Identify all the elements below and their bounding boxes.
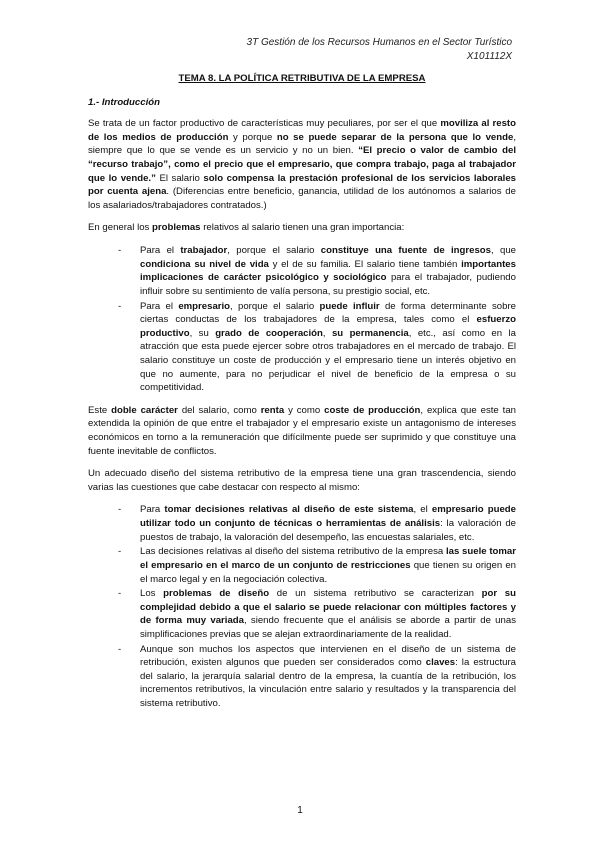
bold-text: condiciona su nivel de vida bbox=[140, 258, 269, 270]
page-number: 1 bbox=[297, 804, 303, 816]
text-run: y porque bbox=[228, 131, 277, 143]
bold-text: esfuerzo productivo bbox=[140, 314, 516, 339]
bold-text: renta bbox=[260, 404, 285, 416]
bold-text: las suele tomar el empresario en el marco de un conjunto de restricciones bbox=[140, 546, 516, 571]
text-run: del salario, como bbox=[177, 404, 261, 416]
bold-text: su permanencia bbox=[331, 327, 409, 339]
text-run: , siendo frecuente que el análisis se aborde a partir de unas simplificaciones previas que se alejan extraordinariamente de la realidad. bbox=[140, 615, 516, 640]
text-run: de forma determinante sobre ciertas conductas de los trabajadores de la empresa, tales como el bbox=[140, 300, 516, 326]
bold-text: trabajador bbox=[180, 245, 228, 257]
text-run: Este bbox=[88, 404, 112, 416]
bold-text: coste de producción bbox=[324, 404, 421, 416]
bold-text: no se puede separar de la persona que lo vende bbox=[276, 131, 514, 143]
bullet-list bbox=[88, 244, 516, 395]
paragraph bbox=[88, 221, 516, 235]
text-run: y el de su familia. El salario tiene también bbox=[268, 258, 462, 270]
bold-text: importantes implicaciones de carácter psicológico y sociológico bbox=[140, 258, 516, 284]
paragraph bbox=[88, 404, 516, 458]
list-item bbox=[88, 587, 516, 641]
text-run: , porque el salario bbox=[227, 245, 321, 257]
text-run: Las decisiones relativas al diseño del sistema retributivo de la empresa bbox=[140, 546, 446, 558]
text-run: , porque el salario bbox=[230, 300, 320, 312]
text-run: para el trabajador, pudiendo influir sobre su sentimiento de valía persona, su prestigio social, etc. bbox=[140, 272, 516, 297]
text-run: , siempre que lo que se vende es un servicio y no un bien. bbox=[88, 131, 516, 157]
text-run: Para el bbox=[140, 300, 179, 312]
list-item bbox=[88, 643, 516, 711]
paragraph bbox=[88, 117, 516, 212]
text-run: : la valoración de puestos de trabajo, la valoración del desempeño, las encuestas salariales, etc. bbox=[140, 518, 517, 543]
course-name: 3T Gestión de los Recursos Humanos en el Sector Turístico bbox=[246, 37, 512, 48]
section-heading: 1.- Introducción bbox=[88, 96, 160, 108]
text-run: de un sistema retributivo se caracterizan bbox=[269, 588, 482, 600]
page-header bbox=[247, 36, 512, 64]
text-run: : la estructura del salario, la jerarquía salarial dentro de la empresa, la cuantía de la retribución, los incrementos retributivos, la vinculación entre salario y resultados y la transparencia del sistema retributivo. bbox=[140, 657, 516, 709]
text-run: Para el bbox=[140, 245, 181, 257]
text-run: , bbox=[322, 327, 332, 339]
text-run: , etc., así como en la atracción que esta puede ejercer sobre otros trabajadores en el mercado de trabajo. El salario constituye un coste de producción y el empresario tiene un interés objetivo en que no aumente, para no perjudicar el nivel de beneficio de la empresa o su competitividad. bbox=[140, 327, 516, 394]
bold-text: solo compensa la prestación profesional de los servicios laborales por cuenta ajena bbox=[88, 172, 516, 198]
bold-text: problemas de diseño bbox=[163, 588, 270, 600]
text-run: Un adecuado diseño del sistema retributivo de la empresa tiene una gran trascendencia, siendo varias las cuestiones que cabe destacar con respecto al mismo: bbox=[88, 468, 516, 493]
bold-text: por su complejidad debido a que el salario se puede relacionar con múltiples factores y de forma muy variada bbox=[140, 588, 516, 627]
list-item bbox=[88, 300, 516, 395]
bold-text: “El precio o valor de cambio del “recurso trabajo”, como el precio que el empresario, que compra trabajo, paga al trabajador que lo vende.” bbox=[88, 145, 516, 184]
text-run: . (Diferencias entre beneficio, ganancia, utilidad de los autónomos a salarios de los asalariados/trabajadores contratados.) bbox=[88, 186, 516, 211]
paragraph bbox=[88, 467, 516, 494]
bold-text: moviliza al resto de los medios de producción bbox=[88, 118, 516, 143]
text-run: Para bbox=[140, 504, 165, 516]
list-item bbox=[88, 503, 516, 544]
bold-text: claves bbox=[425, 657, 456, 669]
text-run: que tienen su origen en el marco legal y en la negociación colectiva. bbox=[140, 559, 516, 585]
bold-text: empresario puede utilizar todo un conjunto de técnicas o herramientas de análisis bbox=[140, 504, 516, 530]
text-run: El salario bbox=[155, 172, 204, 184]
text-run: , el bbox=[413, 504, 432, 516]
text-run: , explica que este tan extendida la opinión de que entre el trabajador y el empresario existe un antagonismo de intereses económicos en torno a la remuneración que difícilmente puede ser suprimido y que constituye una fuente inevitable de conflictos. bbox=[88, 404, 516, 457]
bold-text: problemas bbox=[152, 222, 201, 234]
text-run: relativos al salario tienen una gran importancia: bbox=[200, 222, 405, 234]
list-item bbox=[88, 244, 516, 298]
bold-text: empresario bbox=[178, 300, 231, 312]
text-run: En general los bbox=[88, 222, 152, 234]
document-title: TEMA 8. LA POLÍTICA RETRIBUTIVA DE LA EMPRESA bbox=[178, 73, 426, 84]
list-item bbox=[88, 545, 516, 586]
bold-text: grado de cooperación bbox=[215, 327, 323, 339]
text-run: , su bbox=[189, 327, 216, 339]
text-run: Los bbox=[140, 588, 164, 600]
bold-text: puede influir bbox=[319, 300, 380, 312]
bold-text: tomar decisiones relativas al diseño de este sistema bbox=[164, 504, 414, 516]
course-code: X101112X bbox=[466, 51, 512, 62]
bold-text: constituye una fuente de ingresos bbox=[320, 245, 492, 257]
text-run: y como bbox=[284, 404, 325, 416]
text-run: Se trata de un factor productivo de características muy peculiares, por ser el que bbox=[88, 118, 441, 130]
page-content bbox=[88, 72, 516, 720]
bold-text: doble carácter bbox=[111, 404, 178, 416]
bullet-list bbox=[88, 503, 516, 710]
text-run: Aunque son muchos los aspectos que intervienen en el diseño de un sistema de retribución, existen algunos que pueden ser considerados como bbox=[140, 643, 516, 669]
text-run: , que bbox=[491, 245, 516, 257]
